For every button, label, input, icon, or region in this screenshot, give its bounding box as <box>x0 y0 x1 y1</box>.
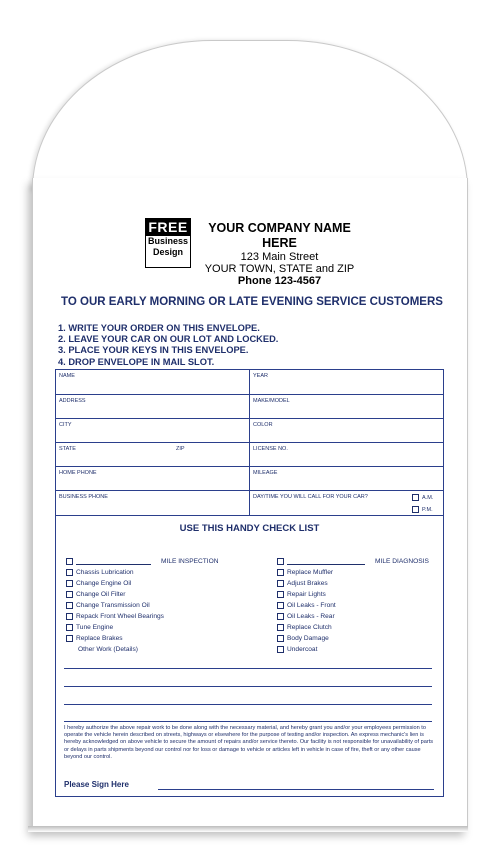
am-option[interactable] <box>412 494 433 501</box>
company-city: YOUR TOWN, STATE and ZIP <box>204 263 355 275</box>
business-phone-label: BUSINESS PHONE <box>59 494 108 500</box>
signature-line[interactable] <box>158 789 434 790</box>
item-checkbox[interactable] <box>66 613 73 620</box>
other-work-line-1[interactable] <box>64 668 432 669</box>
state-field[interactable] <box>56 443 249 467</box>
sign-label: Please Sign Here <box>64 780 129 789</box>
page-heading: TO OUR EARLY MORNING OR LATE EVENING SERVICE CUSTOMERS <box>61 296 443 308</box>
make-model-field[interactable] <box>250 395 443 419</box>
item-label: Oil Leaks - Front <box>287 602 336 609</box>
diagnosis-header-row[interactable] <box>277 556 429 567</box>
list-item[interactable] <box>66 633 219 644</box>
call-time-label: DAY/TIME YOU WILL CALL FOR YOUR CAR? <box>253 494 368 500</box>
envelope-flap <box>32 40 468 191</box>
diagnosis-header: MILE DIAGNOSIS <box>375 558 429 565</box>
company-block <box>192 221 367 287</box>
list-item[interactable] <box>66 567 219 578</box>
authorization-text: I hereby authorize the above repair work to be done along with the necessary material, and hereby grant you and/or your employees permission to operate the vehicle herein described on streets, highways or elsewhere for the purpose of testing and/or inspection. An express mechanic's lien is hereby acknowledged on above vehicle to secure the amount of repairs and/or service thereto. Our facility is not responsible for unavailability of parts or delays in parts shipments beyond our control nor for loss or damage to vehicle or articles left in vehicle in case of fire, theft or any other cause beyond our control. <box>64 725 434 760</box>
instruction-2: 2. LEAVE YOUR CAR ON OUR LOT AND LOCKED. <box>58 334 279 345</box>
item-label: Oil Leaks - Rear <box>287 613 335 620</box>
list-item[interactable] <box>66 611 219 622</box>
instruction-1: 1. WRITE YOUR ORDER ON THIS ENVELOPE. <box>58 323 260 333</box>
item-label: Change Transmission Oil <box>76 602 150 609</box>
company-name: YOUR COMPANY NAME HERE <box>208 221 351 250</box>
license-label: LICENSE NO. <box>253 446 288 452</box>
diagnosis-checkbox[interactable] <box>277 558 284 565</box>
am-checkbox[interactable] <box>412 494 419 501</box>
diagnosis-mile-blank[interactable] <box>287 558 365 565</box>
item-checkbox[interactable] <box>277 591 284 598</box>
other-work-line-4[interactable] <box>64 721 432 722</box>
name-label: NAME <box>59 373 75 379</box>
item-checkbox[interactable] <box>277 580 284 587</box>
item-checkbox[interactable] <box>66 580 73 587</box>
checklist-title: USE THIS HANDY CHECK LIST <box>179 523 320 534</box>
item-label: Repair Lights <box>287 591 326 598</box>
pm-checkbox[interactable] <box>412 506 419 513</box>
business-phone-field[interactable] <box>56 491 249 516</box>
mileage-label: MILEAGE <box>253 470 278 476</box>
item-checkbox[interactable] <box>66 624 73 631</box>
logo-line-2: Design <box>152 247 183 257</box>
call-time-field[interactable] <box>250 491 443 516</box>
name-field[interactable] <box>56 370 249 395</box>
instruction-4: 4. DROP ENVELOPE IN MAIL SLOT. <box>58 356 215 367</box>
color-field[interactable] <box>250 419 443 443</box>
item-checkbox[interactable] <box>277 602 284 609</box>
item-label: Body Damage <box>287 635 329 642</box>
list-item[interactable] <box>277 578 429 589</box>
inspection-column <box>66 556 219 655</box>
envelope-shadow <box>28 826 468 832</box>
list-item[interactable] <box>277 600 429 611</box>
year-field[interactable] <box>250 370 443 395</box>
item-checkbox[interactable] <box>277 646 284 653</box>
item-label: Replace Clutch <box>287 624 332 631</box>
city-label: CITY <box>59 422 72 428</box>
item-label: Undercoat <box>287 646 318 653</box>
pm-label: P.M. <box>422 506 433 513</box>
pm-option[interactable] <box>412 506 433 513</box>
item-checkbox[interactable] <box>66 602 73 609</box>
year-label: YEAR <box>253 373 268 379</box>
other-work-line-3[interactable] <box>64 704 432 705</box>
item-checkbox[interactable] <box>66 569 73 576</box>
inspection-mile-blank[interactable] <box>76 558 151 565</box>
list-item[interactable] <box>277 567 429 578</box>
item-label: Tune Engine <box>76 624 114 631</box>
list-item[interactable] <box>277 644 429 655</box>
inspection-checkbox[interactable] <box>66 558 73 565</box>
item-checkbox[interactable] <box>277 569 284 576</box>
am-label: A.M. <box>422 494 434 501</box>
list-item[interactable] <box>66 589 219 600</box>
address-label: ADDRESS <box>59 398 86 404</box>
company-street: 123 Main Street <box>240 251 319 263</box>
item-label: Replace Muffler <box>287 569 334 576</box>
state-label: STATE <box>59 446 76 452</box>
list-item[interactable] <box>66 622 219 633</box>
list-item[interactable] <box>277 622 429 633</box>
instruction-3: 3. PLACE YOUR KEYS IN THIS ENVELOPE. <box>58 345 249 356</box>
list-item[interactable] <box>66 600 219 611</box>
item-label: Replace Brakes <box>76 635 123 642</box>
list-item[interactable] <box>277 589 429 600</box>
item-checkbox[interactable] <box>277 613 284 620</box>
zip-label: ZIP <box>176 446 185 452</box>
item-checkbox[interactable] <box>277 635 284 642</box>
instructions-list <box>58 323 278 368</box>
logo-free-text: FREE <box>146 219 190 236</box>
other-work-line-2[interactable] <box>64 686 432 687</box>
inspection-header: MILE INSPECTION <box>161 558 219 565</box>
service-order-form <box>55 369 444 797</box>
logo-line-1: Business <box>147 236 189 246</box>
item-label: Chassis Lubrication <box>76 569 134 576</box>
item-checkbox[interactable] <box>66 635 73 642</box>
list-item[interactable] <box>277 633 429 644</box>
make-model-label: MAKE/MODEL <box>253 398 290 404</box>
mileage-field[interactable] <box>250 467 443 491</box>
city-field[interactable] <box>56 419 249 443</box>
list-item[interactable] <box>277 611 429 622</box>
home-phone-field[interactable] <box>56 467 249 491</box>
other-work-label: Other Work (Details) <box>78 646 138 653</box>
item-label: Repack Front Wheel Bearings <box>76 613 164 620</box>
home-phone-label: HOME PHONE <box>59 470 97 476</box>
list-item[interactable] <box>66 578 219 589</box>
item-label: Adjust Brakes <box>287 580 328 587</box>
item-checkbox[interactable] <box>277 624 284 631</box>
color-label: COLOR <box>253 422 273 428</box>
company-phone: Phone 123-4567 <box>237 275 322 287</box>
item-label: Change Engine Oil <box>76 580 132 587</box>
item-label: Change Oil Filter <box>76 591 126 598</box>
inspection-header-row[interactable] <box>66 556 219 567</box>
license-field[interactable] <box>250 443 443 467</box>
diagnosis-column <box>277 556 429 655</box>
free-business-design-logo <box>145 218 191 268</box>
item-checkbox[interactable] <box>66 591 73 598</box>
address-field[interactable] <box>56 395 249 419</box>
